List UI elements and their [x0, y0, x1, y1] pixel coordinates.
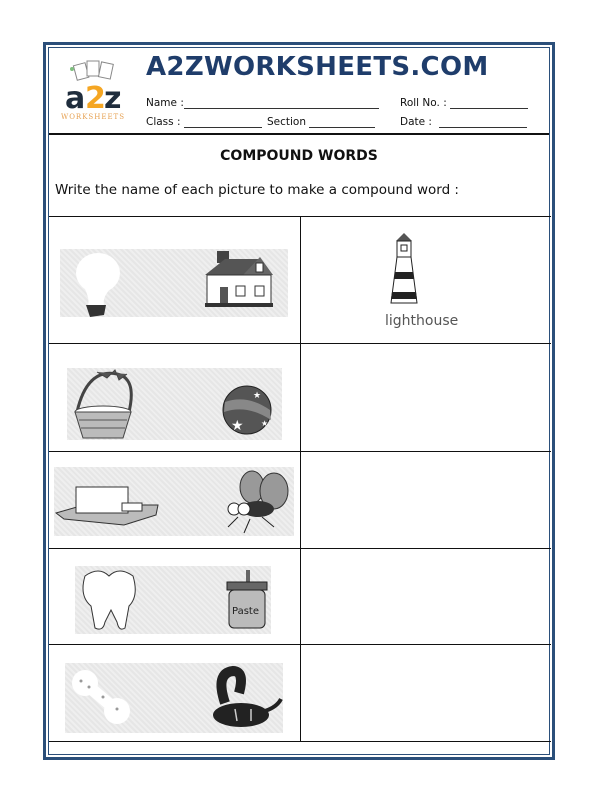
tooth-icon [83, 571, 135, 629]
svg-text:WORKSHEETS: WORKSHEETS [61, 113, 126, 121]
answer-cell[interactable] [300, 645, 551, 743]
roll-blank[interactable] [450, 97, 528, 109]
picture-panel [75, 566, 271, 634]
table-row [49, 343, 551, 451]
svg-text:★: ★ [231, 418, 244, 434]
a2z-logo [57, 56, 137, 124]
section-blank[interactable] [309, 116, 375, 128]
worksheet-header [49, 48, 549, 134]
paste-jar-icon [227, 570, 267, 628]
class-field[interactable] [146, 116, 262, 128]
date-blank[interactable] [439, 116, 527, 128]
table-row [49, 644, 551, 742]
light-bulb-icon [76, 253, 120, 317]
fly-icon [228, 471, 288, 533]
picture-panel [67, 368, 282, 440]
date-field[interactable] [400, 116, 527, 128]
logo-icon [57, 56, 137, 124]
house-icon [205, 251, 273, 307]
basket-icon [75, 370, 131, 438]
answer-cell[interactable] [300, 549, 551, 645]
svg-text:★: ★ [253, 391, 262, 401]
snake-icon [213, 671, 281, 727]
date-label: Date : [400, 116, 432, 128]
roll-label: Roll No. : [400, 97, 447, 109]
site-title: A2ZWORKSHEETS.COM [146, 52, 489, 82]
class-blank[interactable] [184, 116, 262, 128]
picture-panel [54, 467, 294, 536]
class-label: Class : [146, 116, 181, 128]
table-row [49, 216, 551, 343]
name-blank[interactable] [184, 97, 379, 109]
svg-text:★: ★ [261, 419, 269, 428]
section-label: Section [267, 116, 307, 128]
name-field[interactable] [146, 97, 379, 109]
compound-words-grid [49, 216, 551, 742]
ball-icon [223, 386, 271, 434]
table-row [49, 451, 551, 548]
answer-cell[interactable] [300, 217, 551, 344]
table-row [49, 548, 551, 644]
name-label: Name : [146, 97, 184, 109]
section-field[interactable] [267, 116, 375, 128]
svg-text:z: z [104, 81, 122, 116]
instruction-text: Write the name of each picture to make a compound word : [55, 182, 459, 198]
picture-panel [65, 663, 283, 733]
example-answer: lighthouse [385, 313, 459, 329]
butter-icon [56, 487, 158, 525]
header-divider [49, 133, 549, 135]
worksheet-title: COMPOUND WORDS [220, 148, 378, 164]
svg-text:Paste: Paste [232, 606, 259, 617]
svg-text:a: a [65, 81, 86, 116]
answer-cell[interactable] [300, 452, 551, 549]
picture-panel [60, 249, 288, 317]
rattle-icon [72, 670, 130, 724]
answer-cell[interactable] [300, 344, 551, 452]
grid-bottom-border [49, 741, 551, 742]
svg-text:2: 2 [85, 81, 106, 116]
roll-field[interactable] [400, 97, 528, 109]
